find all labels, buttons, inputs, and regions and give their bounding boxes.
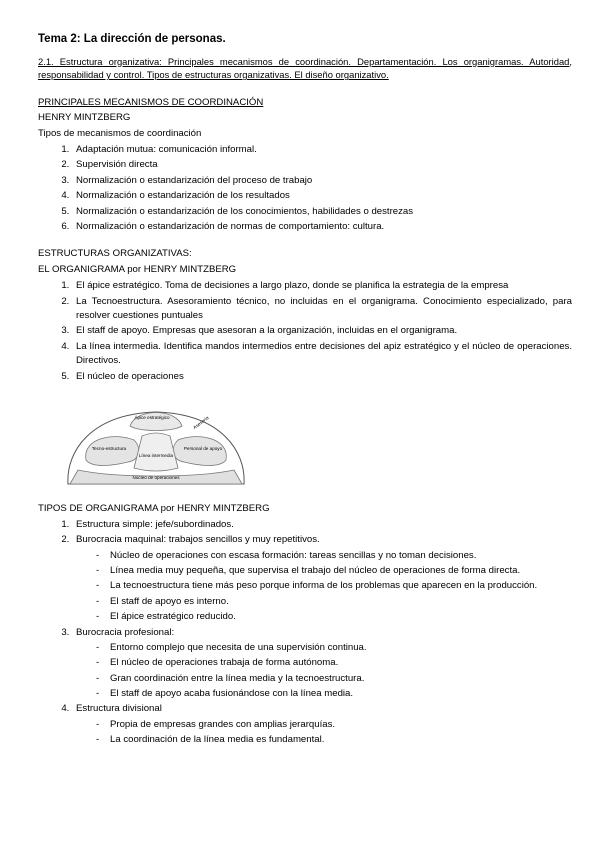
list-estructuras <box>38 279 572 384</box>
spacer <box>38 236 572 247</box>
list-item: 6. Normalización o estandarización de normas de comportamiento: cultura. <box>72 220 572 234</box>
list-item: 1. El ápice estratégico. Toma de decisiones a largo plazo, donde se planifica la estrategia de la empresa <box>72 279 572 293</box>
sub-list <box>76 718 572 748</box>
sub-list <box>76 641 572 702</box>
sub-list-item: - La tecnoestructura tiene más peso porque informa de los problemas que aparecen en la producción. <box>96 579 572 593</box>
sub-list-item: - El núcleo de operaciones trabaja de forma autónoma. <box>96 656 572 670</box>
list-item <box>72 533 572 624</box>
list-item: 4. Normalización o estandarización de los resultados <box>72 189 572 203</box>
list-item: 1. Adaptación mutua: comunicación informal. <box>72 143 572 157</box>
list-item-text: Estructura simple: jefe/subordinados. <box>76 518 234 530</box>
list-item: 3. Normalización o estandarización del proceso de trabajo <box>72 174 572 188</box>
section-author-mintzberg: HENRY MINTZBERG <box>38 112 131 124</box>
list-item: 2. Supervisión directa <box>72 158 572 172</box>
section-heading-mecanismos: PRINCIPALES MECANISMOS DE COORDINACIÓN <box>38 96 264 108</box>
document-subtitle: 2.1. Estructura organizativa: Principales mecanismos de coordinación. Departamentación. Los organigramas. Autoridad, responsabilidad y control. Tipos de estructuras organizativas. El diseño organizativo. <box>38 55 572 81</box>
list-item <box>72 626 572 702</box>
figure-label-apice: Ápice estratégico <box>134 414 170 420</box>
figure-canvas <box>56 398 256 490</box>
list-item <box>72 702 572 747</box>
sub-list-item: - Núcleo de operaciones con escasa formación: tareas sencillas y no toman decisiones. <box>96 549 572 563</box>
list-item: 3. El staff de apoyo. Empresas que asesoran a la organización, incluidas en el organigrama. <box>72 324 572 338</box>
list-item-text: Burocracia profesional: <box>76 626 175 638</box>
list-mecanismos <box>38 143 572 234</box>
page-title: Tema 2: La dirección de personas. <box>38 33 226 45</box>
section-heading-tipos: TIPOS DE ORGANIGRAMA por HENRY MINTZBERG <box>38 502 270 514</box>
sub-list-item: - Propia de empresas grandes con amplias jerarquías. <box>96 718 572 732</box>
figure-label-tecnoestructura: Tecno-estructura <box>91 445 127 451</box>
sub-list-item: - Entorno complejo que necesita de una supervisión continua. <box>96 641 572 655</box>
sub-list-item: - Línea media muy pequeña, que supervisa el trabajo del núcleo de operaciones de forma directa. <box>96 564 572 578</box>
sub-list-item: - La coordinación de la línea media es fundamental. <box>96 733 572 747</box>
section-lead-mecanismos: Tipos de mecanismos de coordinación <box>38 128 202 140</box>
list-item: 5. El núcleo de operaciones <box>72 370 572 384</box>
figure-label-asesoria: Asesoría <box>192 414 210 430</box>
section-heading-estructuras: ESTRUCTURAS ORGANIZATIVAS: <box>38 248 192 260</box>
list-item-text: Burocracia maquinal: trabajos sencillos y muy repetitivos. <box>76 534 320 546</box>
sub-list-item: - El ápice estratégico reducido. <box>96 610 572 624</box>
organigram-figure <box>38 398 572 490</box>
figure-label-linea-intermedia: Línea intermedia <box>138 452 174 458</box>
list-item: 2. La Tecnoestructura. Asesoramiento técnico, no incluidas en el organigrama. Conocimiento especializado, para resolver cuestiones puntuales <box>72 295 572 324</box>
figure-label-nucleo-operaciones: Núcleo de operaciones <box>132 474 180 480</box>
list-tipos <box>38 518 572 748</box>
list-item: 5. Normalización o estandarización de los conocimientos, habilidades o destrezas <box>72 205 572 219</box>
list-item: 4. La línea intermedia. Identifica mandos intermedios entre decisiones del apiz estratégico y el núcleo de operaciones. Directivos. <box>72 340 572 369</box>
list-item <box>72 518 572 532</box>
section-subheading-organigrama: EL ORGANIGRAMA por HENRY MINTZBERG <box>38 264 237 276</box>
sub-list-item: - El staff de apoyo es interno. <box>96 595 572 609</box>
figure-label-personal-apoyo: Personal de apoyo <box>183 445 223 451</box>
sub-list <box>76 549 572 625</box>
sub-list-item: - Gran coordinación entre la línea media y la tecnoestructura. <box>96 672 572 686</box>
sub-list-item: - El staff de apoyo acaba fusionándose con la línea media. <box>96 687 572 701</box>
list-item-text: Estructura divisional <box>76 703 162 715</box>
